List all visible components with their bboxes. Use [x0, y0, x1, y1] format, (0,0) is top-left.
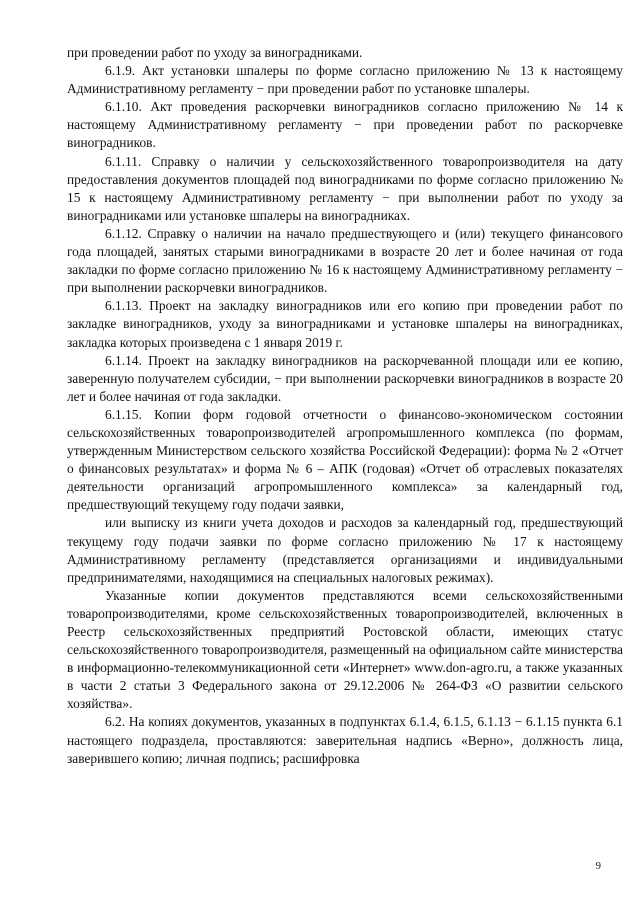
paragraph-6-1-15: 6.1.15. Копии форм годовой отчетности о финансово-экономическом состоянии сельскохозяйственных товаропроизводителей агропромышленного комплекса (по формам, утвержденным Министерством сельского хозяйства Российской Федерации): форма № 2 «Отчет о финансовых результатах» и форма № 6 – АПК (годовая) «Отчет об отраслевых показателях деятельности организаций агропромышленного комплекса» за календарный год, предшествующий текущему году подачи заявки,	[67, 406, 623, 513]
paragraph-6-2: 6.2. На копиях документов, указанных в подпунктах 6.1.4, 6.1.5, 6.1.13 − 6.1.15 пункта 6.1 настоящего подраздела, проставляются: заверительная надпись «Верно», должность лица, заверившего копию; личная подпись; расшифровка	[67, 714, 623, 766]
paragraph-6-1-10: 6.1.10. Акт проведения раскорчевки виноградников согласно приложению № 14 к настоящему Административному регламенту − при проведении работ по раскорчевке виноградников.	[67, 99, 623, 151]
paragraph-copies-note: Указанные копии документов представляются всеми сельскохозяйственными товаропроизводителями, кроме сельскохозяйственных товаропроизводителей, включенных в Реестр сельскохозяйственных предприятий Ростовской области, имеющих статус сельскохозяйственного товаропроизводителя, размещенный на официальном сайте министерства в информационно-телекоммуникационной сети «Интернет» www.don-agro.ru, а также указанных в части 2 статьи 3 Федерального закона от 29.12.2006 № 264-ФЗ «О развитии сельского хозяйства».	[67, 587, 623, 712]
page-number: 9	[595, 860, 601, 872]
paragraph-alternative-statement: или выписку из книги учета доходов и расходов за календарный год, предшествующий текущему году подачи заявки по форме согласно приложению № 17 к настоящему Административному регламенту (представляется организациями и индивидуальными предпринимателями, находящимися на специальных налоговых режимах).	[67, 515, 623, 585]
paragraph-6-1-13: 6.1.13. Проект на закладку виноградников или его копию при проведении работ по закладке виноградников, уходу за виноградниками и установке шпалеры на виноградниках, закладка которых произведена с 1 января 2019 г.	[67, 298, 623, 350]
body-text	[67, 44, 623, 768]
paragraph-6-1-14: 6.1.14. Проект на закладку виноградников на раскорчеванной площади или ее копию, заверенную получателем субсидии, − при выполнении раскорчевки виноградников в возрасте 20 лет и более начиная от года закладки.	[67, 352, 623, 404]
paragraph-6-1-9: 6.1.9. Акт установки шпалеры по форме согласно приложению № 13 к настоящему Административному регламенту − при проведении работ по установке шпалеры.	[67, 63, 623, 97]
paragraph-6-1-11: 6.1.11. Справку о наличии у сельскохозяйственного товаропроизводителя на дату предоставления документов площадей под виноградниками по форме согласно приложению № 15 к настоящему Административному регламенту − при выполнении работ по уходу за виноградниками или установке шпалеры на виноградниках.	[67, 153, 623, 223]
paragraph-6-1-12: 6.1.12. Справку о наличии на начало предшествующего и (или) текущего финансового года площадей, занятых старыми виноградниками в возрасте 20 лет и более начиная от года закладки по форме согласно приложению № 16 к настоящему Административному регламенту − при выполнении раскорчевки виноградников.	[67, 225, 623, 296]
paragraph-continuation: при проведении работ по уходу за виноградниками.	[67, 45, 363, 60]
